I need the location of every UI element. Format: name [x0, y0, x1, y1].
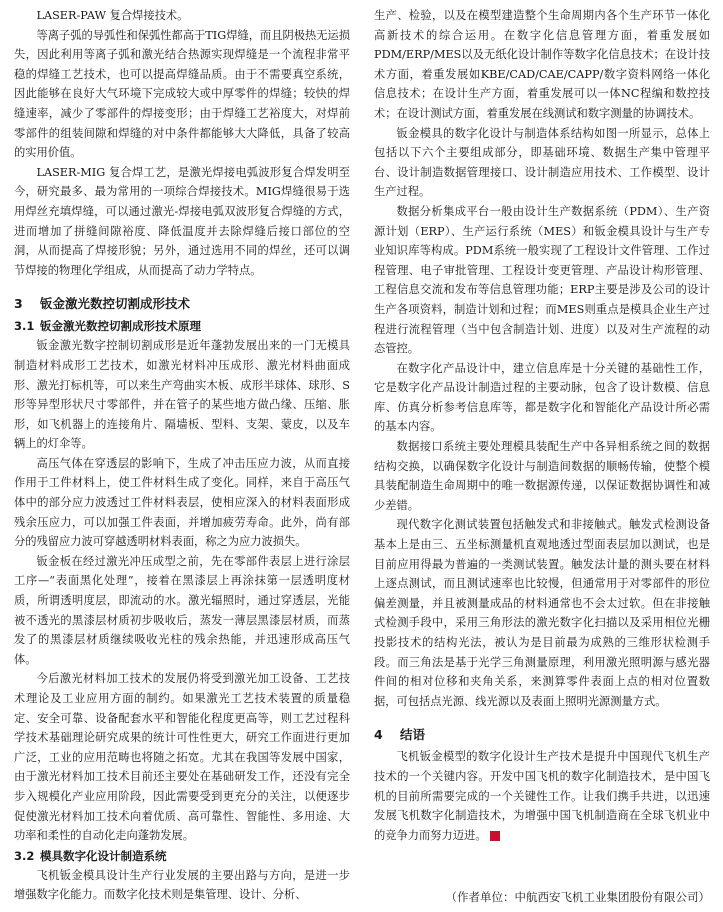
section-number: 4	[374, 727, 383, 743]
section-heading-4	[374, 725, 710, 745]
paragraph: 钣金激光数字控制切割成形是近年蓬勃发展出来的一门无模具制造材料成形工艺技术，如激光材料冲压成形、激光材料曲面成形、激光打标机等，可以来生产弯曲实木板、成形半球体、球形、S形等异型形状尺寸零部件，并在管子的某些地方做凸缘、压缩、胀形，如飞机器上的连接角片、隔墙板、型料、支架、蒙皮，以及车辆上的灯伞等。	[14, 339, 350, 451]
paragraph: LASER-PAW 复合焊接技术。	[36, 9, 189, 22]
section-title: 结语	[400, 727, 426, 743]
paragraph	[374, 747, 710, 845]
paragraph: 钣金板在经过激光冲压成型之前，先在零部件表层上进行涂层工序—“表面黑化处理”，接着在黑漆层上再涂抹第一层透明度材质，所谓透明度层，即流动的水。激光辐照时，通过穿透层，光能被不透光的黑漆层材质初步吸收后，蒸发一薄层黑漆层材质，而蒸发了的黑漆层材质继续吸收光柱的残余热能，并迅速形成高压气体。	[14, 554, 350, 666]
author-affiliation: （作者单位：中航西安飞机工业集团股份有限公司）	[445, 890, 710, 904]
paragraph: 钣金模具的数字化设计与制造体系结构如图一所显示，总体上包括以下六个主要组成部分，即基础环境、数据生产集中管理平台、设计制造数据管理接口、设计制造应用技术、工作模型、设计生产过程。	[374, 126, 710, 199]
paragraph: 高压气体在穿透层的影响下，生成了冲击压应力波，从而直接作用于工件材料上，使工件材料生成了变化。同样，来自于高压气体中的部分应力波透过工件材料表层，使相应深入的材料表面形成残余压应力，可以加强工件表面，并增加疲劳寿命。此外，尚有部分的残留应力波可穿越透明材料表面，称之为应力波损失。	[14, 456, 350, 549]
section-heading-3	[14, 294, 350, 314]
section-number: 3	[14, 296, 23, 312]
left-column	[14, 6, 350, 905]
paragraph: 现代数字化测试装置包括触发式和非接触式。触发式检测设备基本上是由三、五坐标测量机直观地透过型面表层加以测试，也是目前应用得最为普遍的一类测试装置。触发法计量的测头要在材料上逐点测试，而且测试速率也比较慢，但通常用于对零部件的形位偏差测量，并且被测量成品的材料通常也不会太过软。但在非接触式检测手段中，采用三角形法的激光数字化扫描以及采用相位光栅投影技术的结构光法，被认为是目前最为成熟的三维形状检测手段。而三角法是基于光学三角测量原理，利用激光照明源与感光器件间的相对位移和夹角关系，来测算零件表面上点的相对位置数据，可包括点光源、线光源以及表面上照明光源测量方式。	[374, 518, 710, 708]
right-column	[374, 6, 710, 845]
section-number: 3.1	[14, 319, 35, 334]
section-title: 钣金激光数控切割成形技术	[40, 296, 191, 312]
subsection-heading-3-1	[14, 316, 350, 336]
subsection-heading-3-2	[14, 846, 350, 866]
paragraph: 生产、检验，以及在模型建造整个生命周期内各个生产环节一体化高新技术的综合运用。在数字化信息管理方面，着重发展如PDM/ERP/MES以及无纸化设计制作等数字化信息技术；在设计技术方面，着重发展如KBE/CAD/CAE/CAPP/数字资料网络一体化信息技术；在设计生产方面，着重发展可以一体NC程编和数控技术；在设计测试方面，着重发展在线测试和数字测量的协调技术。	[374, 9, 710, 120]
conclusion-text: 飞机钣金模型的数字化设计生产技术是提升中国现代飞机生产技术的一个关键内容。开发中国飞机的数字化制造技术，是中国飞机的目前所需要完成的一个关键性工作。让我们携手共进，以迅速发展飞机数字化制造技术，为增强中国飞机制造商在全球飞机业中的竞争力而努力迈进。	[374, 750, 710, 842]
section-number: 3.2	[14, 848, 35, 863]
paragraph: LASER-MIG 复合焊工艺，是激光焊接电弧波形复合焊发明至今，研究最多、最为常用的一项综合焊接技术。MIG焊缝很易于选用焊丝充填焊缝，可以通过激光-焊接电弧双波形复合焊缝的方式，进而增加了拼缝间隙裕度、降低温度并去除焊缝后接口部位的空洞，从而提高了焊接形貌；另外，通过选用不同的焊丝，还可以调节焊接的物理化学组成，从而提高了动力学特点。	[14, 165, 350, 277]
paragraph: 飞机钣金模具设计生产行业发展的主要出路与方向，是进一步增强数字化能力。而数字化技术则是集管理、设计、分析、	[14, 868, 350, 902]
paragraph: 等离子弧的导弧性和保弧性都高于TIG焊缝，而且阴极热无运损失，因此利用等离子弧和激光结合热源实现焊缝是一个流程非常平稳的焊缝工艺技术，也可以提高焊缝品质。由于不需要真空系统，因此能够在良好大气环境下完成较大或中厚零件的焊缝；较快的焊缝速率，减少了零部件的焊接变形；由于焊缝工艺裕度大，对焊前零部件的组装间隙和焊缝的对中条件都能够大大降低，具备了较高的实用价值。	[14, 28, 350, 160]
section-title: 钣金激光数控切割成形技术原理	[40, 319, 201, 334]
end-of-article-mark: 期	[490, 831, 500, 841]
paragraph: 数据接口系统主要处理模具装配生产中各异相系统之间的数据结构交换，以确保数字化设计与制造间数据的顺畅传输，使整个模具装配制造生命周期中的唯一数据源传递，以保证数据协调性和减少差错。	[374, 440, 710, 512]
paragraph: 今后激光材料加工技术的发展仍将受到激光加工设备、工艺技术理论及工业应用方面的制约。如果激光工艺技术装置的质量稳定、安全可靠、设备配套水平和智能化程度更高等，则工艺过程科学技术基础理论研究成果的统计可性性更大，研究工作面进行更加广泛，工业的应用范畴也将随之拓宽。尤其在我国等发展中国家，由于激光材料加工技术目前还主要处在基础研发工作，还没有完全步入规模化产业应用阶段，因此需要受到更充分的关注，以便逐步促使激光材料加工技术向着优质、高可靠性、智能性、多用途、大功率和柔性的自动化走向蓬勃发展。	[14, 672, 350, 843]
paragraph: 数据分析集成平台一般由设计生产数据系统（PDM）、生产资源计划（ERP）、生产运行系统（MES）和钣金模具设计与生产专业知识库等构成。PDM系统一般实现了工程设计文件管理、工作过程管理、电子审批管理、工程设计变更管理、产品设计构形管理、工程信息交流和发布等信息管理功能；ERP主要是涉及公司的设计生产各项资料，制造计划和过程；而MES则重点是模具企业生产过程进行流程管理（当中包含制造计划、进度）以及对生产流程的动态管控。	[374, 204, 710, 356]
paragraph: 在数字化产品设计中，建立信息库是十分关键的基础性工作，它是数字化产品设计制造过程的主要动脉，包含了设计数模、信息库、仿真分析参考信息库等，都是数字化和智能化产品设计所必需的基本内容。	[374, 361, 710, 434]
section-title: 模具数字化设计制造系统	[40, 848, 167, 863]
